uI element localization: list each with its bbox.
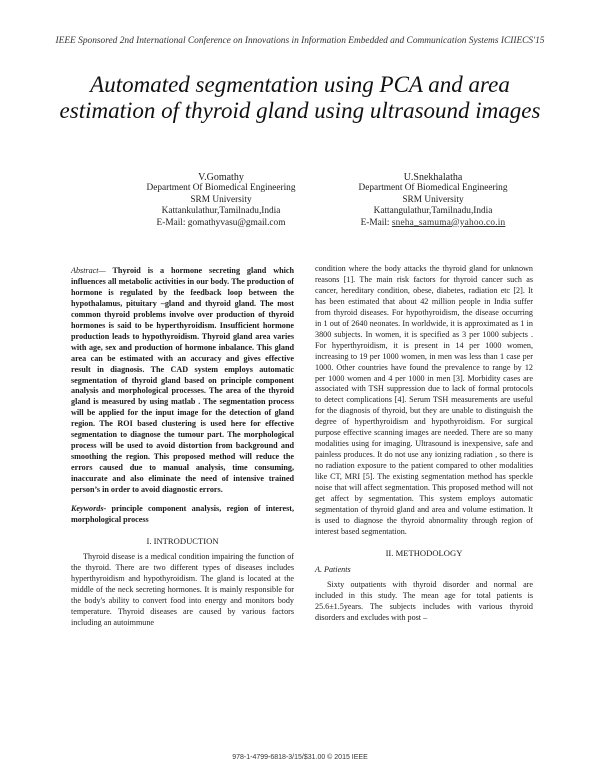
- introduction-continued: condition where the body attacks the thyroid gland for unknown reasons [1]. The main risk factors for thyroid cancer such as cancer, hereditary condition, obese, diabetes, radiation etc [2]. It has been estimated that about 42 million people in India suffer from thyroid diseases. For hypothyroidism, the disease occurring in 1 out of 2640 neonates. In worldwide, it is approximated as 1 in 3800 subjects. In women, it is specified as 3 per 1000 subjects . For hyperthyroidism, it is present in 14 per 1000 women, increasing to 19 per 1000 women, in men was less than 1 case per 1000. Other countries have found the prevalence to range by 12 per 1000 women and 4 per 1000 in men [3]. Morbidity cases are associated with TSH suppression due to lack of formal protocols to detect complications [4]. Serum TSH measurements are useful for the diagnosis of thyroid, but they are unable to distinguish the degree of hyperthyroidism and hypothyroidism. For surgical purpose effective scanning images are needed. There are so many modalities using for imaging. Ultrasound is inexpensive, safe and painless produces. It do not use any ionizing radiation , so there is no radiation exposure to the patient compared to other modalities like CT, MRI [5]. The existing segmentation method has speckle noise that will affect segmentation. This proposed method will not get affect by segmentation. This system employs automatic segmentation of thyroid gland and area and volume estimation. It is used to diagnose the thyroid abnormality through region of interest based segmentation.: [315, 264, 533, 536]
- patients-paragraph: Sixty outpatients with thyroid disorder and normal are included in this study. The mean age for total patients is 25.6±1.5years. The subjects includes with various thyroid disorders and excludes with post –: [315, 579, 533, 622]
- introduction-heading: I. INTRODUCTION: [146, 535, 219, 546]
- author-name: V.Gomathy: [198, 172, 244, 183]
- introduction-paragraph: Thyroid disease is a medical condition impairing the function of the thyroid. There are two different types of diseases includes hyperthyroidism and hypothyroidism. The gland is located at the middle of the neck secreting hormones. It is mainly responsible for the body's ability to convert food into energy and monitors body temperature. Thyroid diseases are caused by various factors including an autoimmune: [71, 551, 294, 627]
- email-label: E-Mail:: [156, 217, 186, 228]
- abstract-label: Abstract—: [71, 266, 106, 275]
- conference-header: IEEE Sponsored 2nd International Conference on Innovations in Information Embedded and Communication Systems ICIIECS'15: [55, 36, 545, 46]
- author-department: Department Of Biomedical Engineering: [358, 183, 508, 194]
- left-column: [71, 266, 294, 629]
- methodology-heading: II. METHODOLOGY: [385, 547, 463, 558]
- author-name: U.Snekhalatha: [403, 172, 463, 183]
- author-university: SRM University: [402, 194, 464, 205]
- author-block-1: [106, 172, 336, 229]
- paper-title: Automated segmentation using PCA and area estimation of thyroid gland using ultrasound images: [59, 72, 541, 123]
- keywords-text: principle component analysis, region of interest, morphological process: [71, 504, 294, 524]
- author-email[interactable]: gomathyvasu@gmail.com: [187, 217, 286, 228]
- keywords: [71, 504, 294, 526]
- author-university: SRM University: [190, 194, 252, 205]
- author-email-line: [318, 218, 548, 229]
- author-block-2: [318, 172, 548, 229]
- author-email[interactable]: sneha_samuma@yahoo.co.in: [391, 217, 506, 228]
- author-email-line: [106, 218, 336, 229]
- copyright-footer: 978-1-4799-6818-3/15/$31.00 © 2015 IEEE: [232, 754, 368, 761]
- abstract: [71, 266, 294, 496]
- email-label: E-Mail:: [360, 217, 390, 228]
- keywords-label: Keywords-: [71, 504, 107, 514]
- author-location: Kattankulathur,Tamilnadu,India: [161, 206, 281, 217]
- right-column: [315, 264, 533, 624]
- abstract-text: Thyroid is a hormone secreting gland which influences all metabolic activities in our body. The production of hormone is regulated by the feedback loop between the hypothalamus, pituitary –gland and thyroid gland. The most common thyroid problems involve over production of thyroid hormones is said to be hyperthyroidism. Insufficient hormone production leads to hypothyroidism. Thyroid gland area varies with age, sex and production of hormone inbalance. This gland area can be estimated with an accuracy and gives effective result in diagnosis. The CAD system employs automatic segmentation of thyroid gland based on principle component analysis and morphological processes. The area of the thyroid gland is measured by using matlab . The segmentation process will be applied for the input image for the detection of gland region. The ROI based clustering is used here for effective segmentation to diagnose the tumour part. The morphological process will be used to avoid distortion from background and smoothing the region. This proposed method will reduce the errors caused due to manual analysis, time consuming, inaccurate and also eliminate the need of intensive trained person’s in order to avoid diagnostic errors.: [71, 266, 294, 495]
- author-department: Department Of Biomedical Engineering: [146, 183, 296, 194]
- author-location: Kattangulathur,Tamilnadu,India: [373, 206, 493, 217]
- patients-heading: A. Patients: [315, 564, 351, 574]
